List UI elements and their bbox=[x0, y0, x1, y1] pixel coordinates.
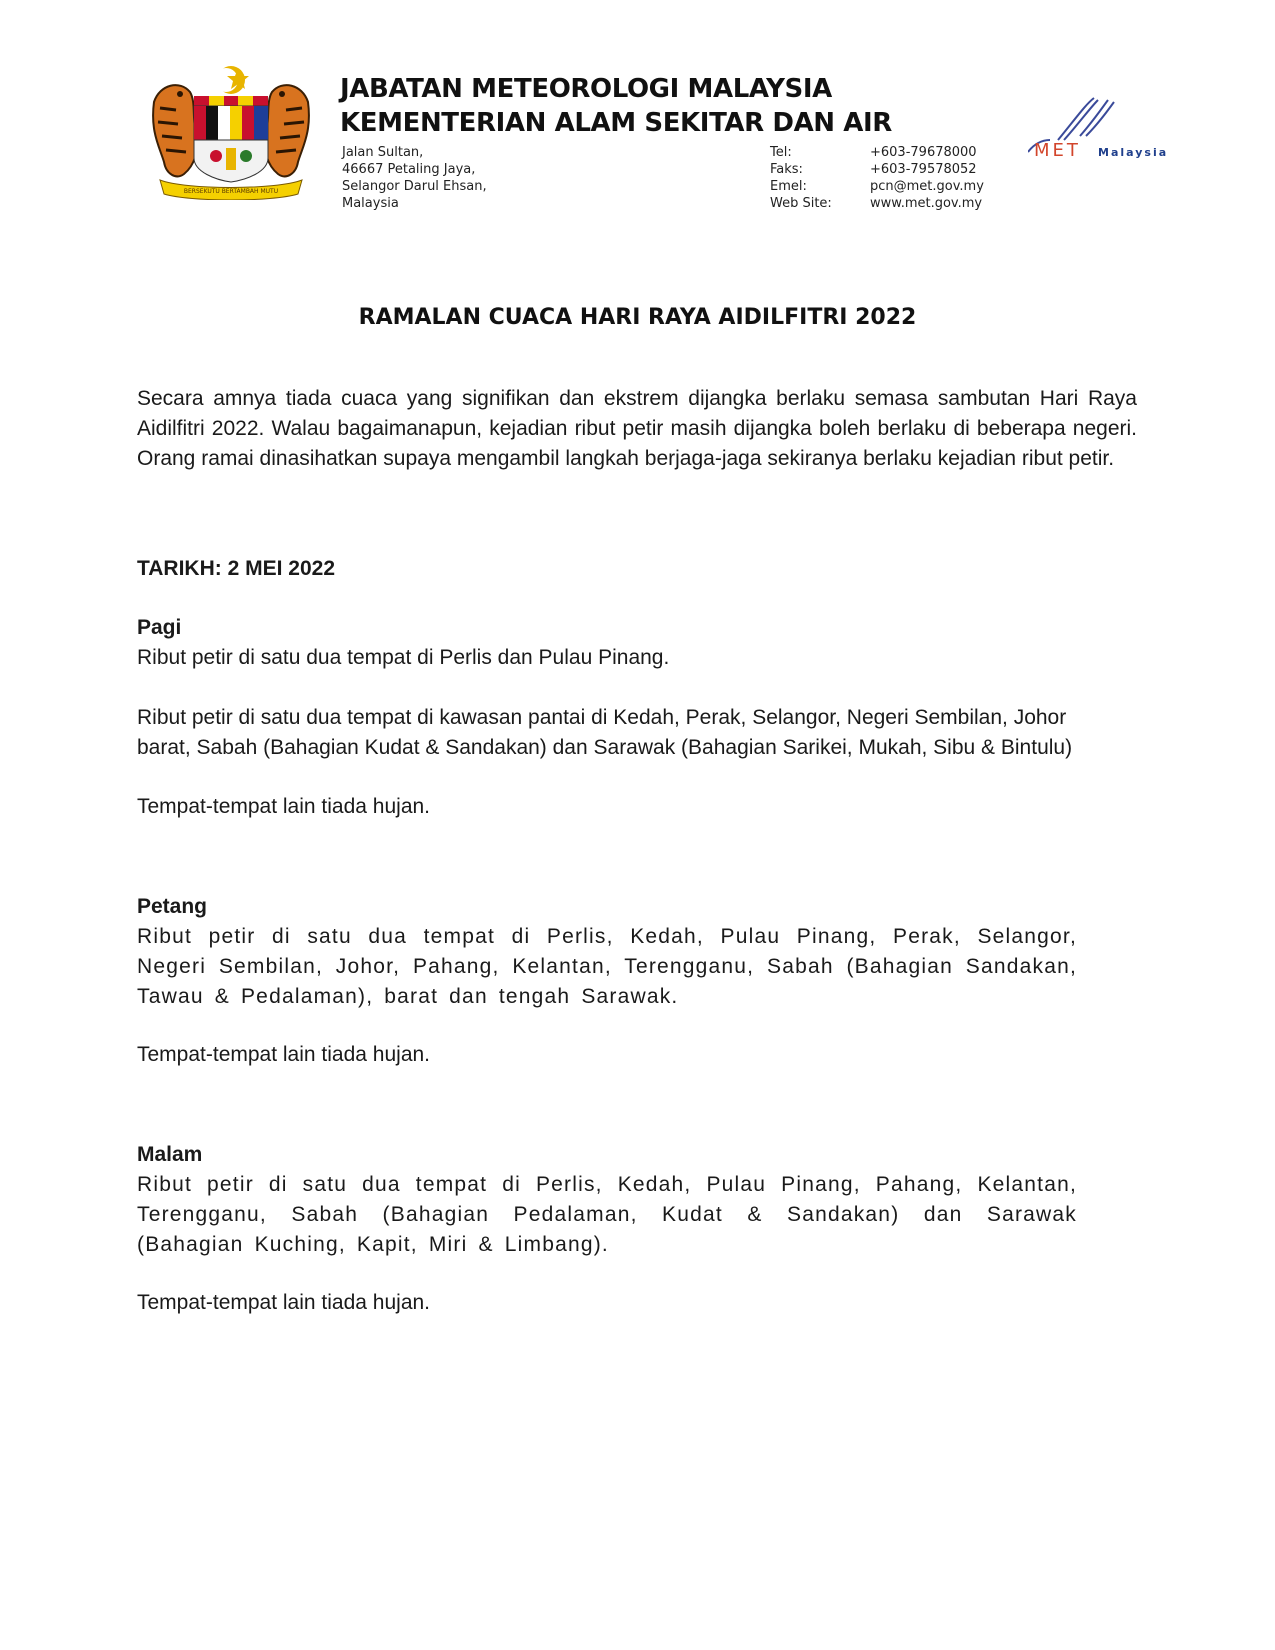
org-line-2: KEMENTERIAN ALAM SEKITAR DAN AIR bbox=[340, 108, 892, 138]
petang-paragraph-1: Ribut petir di satu dua tempat di Perlis, Kedah, Pulau Pinang, Perak, Selangor, Negeri Sembilan, Johor, Pahang, Kelantan, Terengganu, Sabah (Bahagian Sandakan, Tawau & Pedalaman), barat dan tengah Sarawak. bbox=[137, 925, 1077, 1008]
pagi-paragraph-3: Tempat-tempat lain tiada hujan. bbox=[137, 795, 431, 818]
pagi-paragraph-2-line-2: barat, Sabah (Bahagian Kudat & Sandakan) dan Sarawak (Bahagian Sarikei, Mukah, Sibu & Bintulu) bbox=[137, 736, 1073, 759]
crest-motto: BERSEKUTU BERTAMBAH MUTU bbox=[183, 188, 279, 195]
malam-paragraph-1: Ribut petir di satu dua tempat di Perlis, Kedah, Pulau Pinang, Pahang, Kelantan, Terengganu, Sabah (Bahagian Pedalaman, Kudat & Sandakan) dan Sarawak (Bahagian Kuching, Kapit, Miri & Limbang). bbox=[137, 1173, 1077, 1256]
pagi-paragraph-2 bbox=[137, 703, 1157, 763]
pagi-paragraph-2-line-1: Ribut petir di satu dua tempat di kawasan pantai di Kedah, Perak, Selangor, Negeri Sembilan, Johor bbox=[137, 706, 1067, 729]
address-line: 46667 Petaling Jaya, bbox=[342, 162, 476, 177]
pagi-paragraph-1: Ribut petir di satu dua tempat di Perlis dan Pulau Pinang. bbox=[137, 646, 670, 669]
section-heading-pagi: Pagi bbox=[137, 616, 182, 639]
contact-block bbox=[770, 144, 984, 212]
malaysia-coat-of-arms-icon bbox=[146, 62, 316, 200]
date-line: TARIKH: 2 MEI 2022 bbox=[137, 557, 335, 580]
address-line: Malaysia bbox=[342, 196, 399, 211]
intro-paragraph: Secara amnya tiada cuaca yang signifikan dan ekstrem dijangka berlaku semasa sambutan Hari Raya Aidilfitri 2022. Walau bagaimanapun, kejadian ribut petir masih dijangka boleh berlaku di beberapa negeri. Orang ramai dinasihatkan supaya mengambil langkah berjaga-jaga sekiranya berlaku kejadian ribut petir. bbox=[137, 387, 1137, 470]
contact-label: Web Site: bbox=[770, 196, 832, 211]
contact-value: www.met.gov.my bbox=[870, 196, 983, 211]
address-block bbox=[342, 144, 487, 212]
organization-name bbox=[340, 72, 892, 140]
contact-label: Emel: bbox=[770, 179, 807, 194]
section-heading-petang: Petang bbox=[137, 895, 208, 918]
contact-label: Tel: bbox=[770, 145, 792, 160]
met-logo-text: MET bbox=[1034, 140, 1081, 161]
contact-row bbox=[770, 178, 984, 195]
contact-value: pcn@met.gov.my bbox=[870, 179, 984, 194]
contact-row bbox=[770, 195, 984, 212]
contact-row bbox=[770, 161, 984, 178]
petang-paragraph-2: Tempat-tempat lain tiada hujan. bbox=[137, 1043, 431, 1066]
contact-value: +603-79678000 bbox=[870, 145, 977, 160]
contact-value: +603-79578052 bbox=[870, 162, 977, 177]
contact-row bbox=[770, 144, 984, 161]
contact-label: Faks: bbox=[770, 162, 803, 177]
address-line: Jalan Sultan, bbox=[342, 145, 424, 160]
crescent-star-icon bbox=[214, 66, 249, 94]
document-title: RAMALAN CUACA HARI RAYA AIDILFITRI 2022 bbox=[358, 305, 917, 330]
malaysia-logo-text: Malaysia bbox=[1098, 146, 1169, 159]
address-line: Selangor Darul Ehsan, bbox=[342, 179, 487, 194]
org-line-1: JABATAN METEOROLOGI MALAYSIA bbox=[340, 74, 832, 104]
malam-paragraph-2: Tempat-tempat lain tiada hujan. bbox=[137, 1291, 431, 1314]
section-heading-malam: Malam bbox=[137, 1143, 203, 1166]
met-malaysia-logo-icon bbox=[1028, 94, 1188, 174]
